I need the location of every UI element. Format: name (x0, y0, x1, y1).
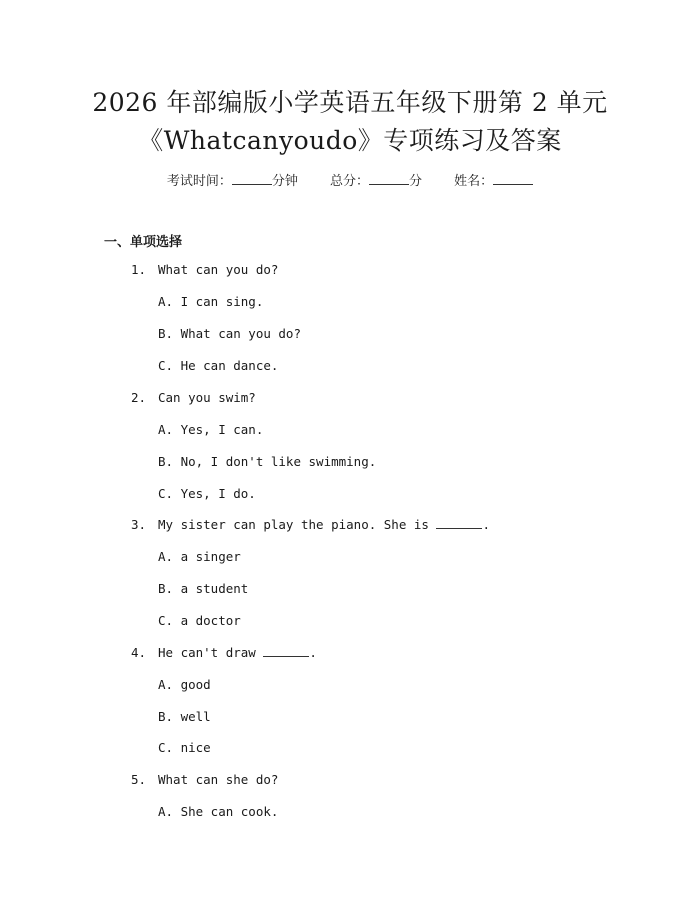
question-text (158, 645, 317, 660)
question-text-before: My sister can play the piano. She is (158, 517, 437, 532)
exam-time-label: 考试时间： (166, 174, 232, 189)
question-option[interactable]: B. What can you do? (158, 326, 301, 341)
answer-blank[interactable] (263, 645, 309, 657)
question-option[interactable]: C. He can dance. (158, 358, 279, 373)
question-number: 2. (131, 390, 147, 405)
total-score-label: 总分： (329, 174, 369, 189)
question-option[interactable]: C. nice (158, 740, 211, 755)
exam-meta-row (0, 170, 700, 189)
exam-time-blank[interactable] (232, 172, 272, 185)
question-option[interactable]: A. Yes, I can. (158, 422, 264, 437)
question-text: What can she do? (158, 772, 279, 787)
question-text-after: . (309, 645, 317, 660)
exam-time-field (167, 174, 302, 189)
question-option[interactable]: A. She can cook. (158, 804, 279, 819)
question-text: What can you do? (158, 262, 279, 277)
total-score-blank[interactable] (369, 172, 409, 185)
page-title-line-1: 2026 年部编版小学英语五年级下册第 2 单元 (92, 88, 608, 117)
question-option[interactable]: A. a singer (158, 549, 241, 564)
question-option[interactable]: B. well (158, 709, 211, 724)
question-option[interactable]: A. good (158, 677, 211, 692)
section-heading: 一、单项选择 (104, 235, 183, 250)
page-title-line-2: 《Whatcanyoudo》专项练习及答案 (138, 126, 562, 155)
question-text-before: He can't draw (158, 645, 264, 660)
answer-blank[interactable] (436, 517, 482, 529)
question-text-after: . (482, 517, 490, 532)
student-name-field (454, 174, 533, 189)
question-option[interactable]: C. a doctor (158, 613, 241, 628)
total-score-unit: 分 (409, 174, 423, 189)
question-option[interactable]: B. No, I don't like swimming. (158, 454, 377, 469)
exam-time-unit: 分钟 (271, 174, 298, 189)
question-text (158, 517, 490, 532)
question-option[interactable]: A. I can sing. (158, 294, 264, 309)
question-text: Can you swim? (158, 390, 256, 405)
question-number: 3. (131, 517, 147, 532)
question-option[interactable]: C. Yes, I do. (158, 486, 256, 501)
question-number: 4. (131, 645, 147, 660)
question-number: 1. (131, 262, 147, 277)
student-name-label: 姓名： (454, 174, 494, 189)
question-option[interactable]: B. a student (158, 581, 249, 596)
total-score-field (330, 174, 426, 189)
student-name-blank[interactable] (493, 172, 533, 185)
question-number: 5. (131, 772, 147, 787)
